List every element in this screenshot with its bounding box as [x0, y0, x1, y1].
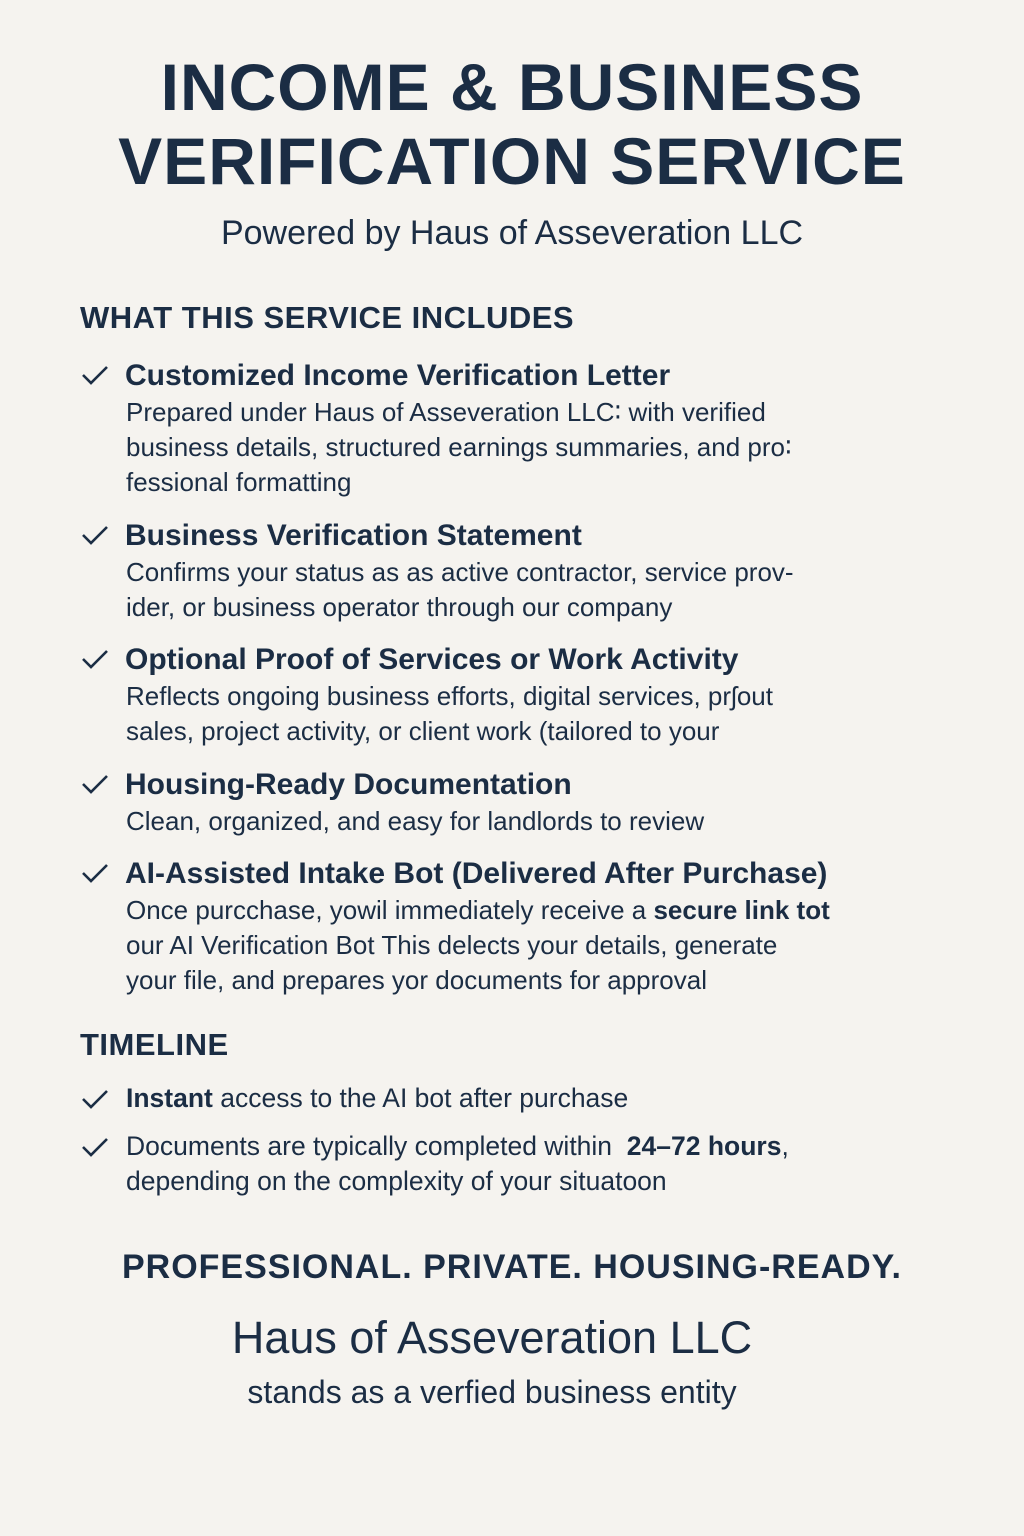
timeline-heading: TIMELINE [80, 1027, 229, 1062]
item-text: Documents are typically completed within [126, 1131, 627, 1161]
checkmark-icon [80, 643, 110, 673]
item-text-bold: secure link tot [653, 895, 830, 925]
item-title: AI-Assisted Intake Bot (Delivered After Purchase) [125, 857, 828, 890]
item-text: access to the AI bot after purchase [212, 1083, 629, 1113]
item-line: business details, structured earnings summaries, and pro∶ [126, 432, 792, 462]
list-item [80, 766, 960, 839]
timeline-item [80, 1129, 960, 1199]
item-title: Business Verification Statement [125, 519, 582, 552]
list-item [80, 641, 960, 749]
item-line: depending on the complexity of your situatoon [126, 1166, 667, 1196]
item-text-bold: 24–72 hours [626, 1131, 782, 1161]
item-text-bold: Instant [126, 1083, 213, 1113]
title-line-2: VERIFICATION SERVICE [118, 124, 906, 198]
timeline-item [80, 1081, 960, 1116]
item-line: our AI Verification Bot This delects your details, generate [126, 930, 778, 960]
title-line-1: INCOME & BUSINESS [160, 50, 864, 124]
item-body [126, 679, 960, 749]
item-text: Once purcchase, yowil immediately receive a [126, 895, 654, 925]
tagline: PROFESSIONAL. PRIVATE. HOUSING-READY. [121, 1248, 903, 1286]
list-item [80, 855, 960, 998]
item-line: Reflects ongoing business efforts, digital services, prʃout [126, 681, 773, 711]
brand-subtitle: stands as a verfied business entity [247, 1374, 737, 1410]
brand-name: Haus of Asseveration LLC [231, 1312, 753, 1363]
item-line: ider, or business operator through our company [126, 592, 673, 622]
item-title: Customized Income Verification Letter [125, 359, 671, 392]
item-body [126, 893, 960, 998]
item-title: Housing-Ready Documentation [125, 768, 572, 801]
page-title [0, 50, 1024, 198]
subtitle: Powered by Haus of Asseveration LLC [220, 214, 804, 252]
item-line [126, 893, 960, 928]
item-line: sales, project activity, or client work (tailored to your [126, 716, 720, 746]
item-line: fessional formatting [126, 467, 352, 497]
checkmark-icon [80, 359, 110, 389]
item-line: Confirms your status as as active contractor, service prov- [126, 557, 794, 587]
item-line: your file, and prepares yor documents for approval [126, 965, 707, 995]
checkmark-icon [80, 1131, 110, 1161]
item-title: Optional Proof of Services or Work Activity [125, 643, 739, 676]
checkmark-icon [80, 519, 110, 549]
checkmark-icon [80, 1083, 110, 1113]
checkmark-icon [80, 768, 110, 798]
item-body [126, 804, 960, 839]
item-body [126, 1081, 960, 1116]
item-line: Clean, organized, and easy for landlords to review [126, 806, 705, 836]
item-text: , [781, 1131, 789, 1161]
list-item [80, 357, 960, 500]
item-line: Prepared under Haus of Asseveration LLC∶ with verified [126, 397, 766, 427]
list-item [80, 517, 960, 625]
item-body [126, 555, 960, 625]
item-body [126, 1129, 960, 1199]
item-body [126, 395, 960, 500]
checkmark-icon [80, 857, 110, 887]
includes-heading: WHAT THIS SERVICE INCLUDES [80, 300, 575, 335]
